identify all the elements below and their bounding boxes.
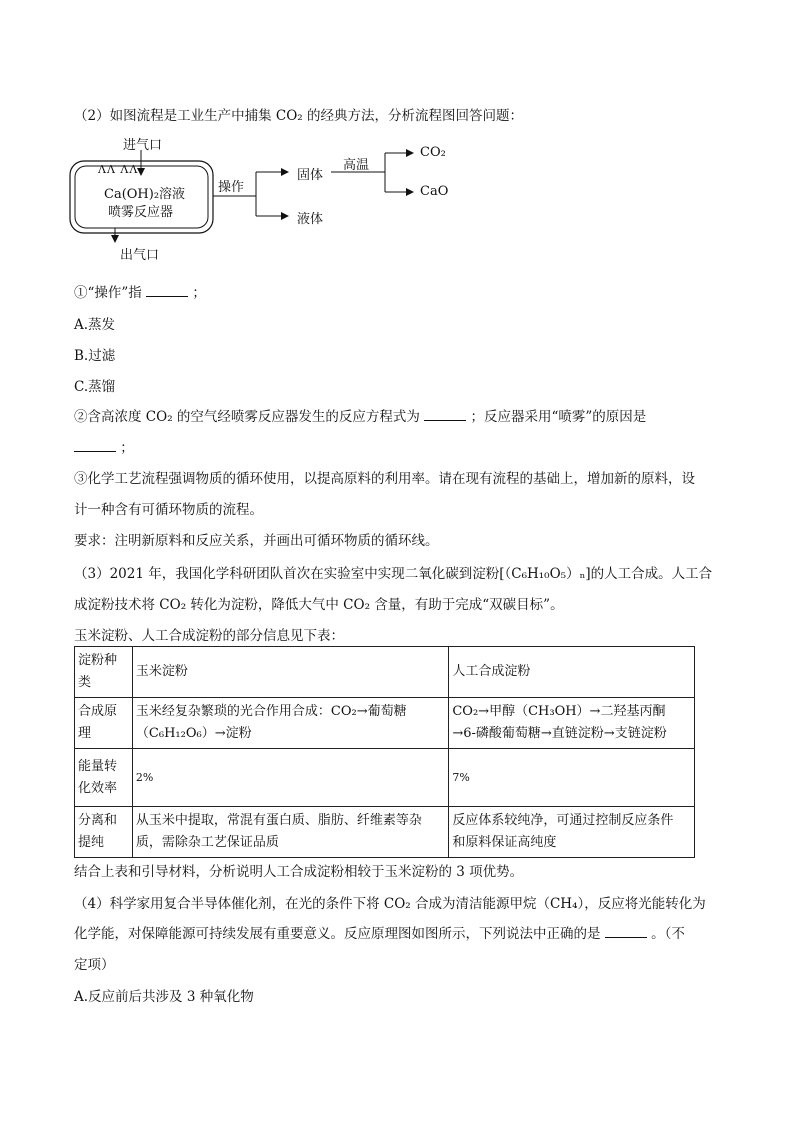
artificial-synthesis-cell [449, 698, 695, 749]
answer-blank-2[interactable] [424, 408, 466, 421]
artificial-efficiency-cell: 7% [449, 749, 695, 807]
corn-synthesis-line2: （C₆H₁₂O₆）→淀粉 [135, 726, 252, 741]
table-row [75, 698, 695, 749]
corn-efficiency-cell: 2% [132, 749, 448, 807]
row-label-separation: 分离和提纯 [75, 807, 133, 858]
artificial-synthesis-line1: CO₂→甲醇（CH₃OH）→二羟基丙酮 [452, 704, 666, 719]
corn-separation-cell [132, 807, 448, 858]
outlet-label: 出气口 [120, 248, 160, 263]
q4-line2-prefix: 化学能，对保障能源可持续发展有重要意义。反应原理图如图所示，下列说法中正确的是 [74, 926, 601, 942]
sub2-mid: ；反应器采用“喷雾”的原因是 [470, 409, 647, 425]
co2-product-label: CO₂ [420, 145, 446, 160]
table-row [75, 807, 695, 858]
answer-blank-1[interactable] [146, 284, 188, 297]
corn-synthesis-line1: 玉米经复杂繁琐的光合作用合成：CO₂→葡萄糖 [135, 704, 407, 719]
q3-line2: 成淀粉技术将 CO₂ 转化为淀粉，降低大气中 CO₂ 含量，有助于完成“双碳目标”。 [74, 597, 564, 613]
solid-label: 固体 [297, 168, 324, 183]
artificial-synthesis-line2: →6-磷酸葡萄糖→直链淀粉→支链淀粉 [452, 726, 667, 741]
option-c: C.蒸馏 [74, 379, 116, 395]
row-label-efficiency: 能量转化效率 [75, 749, 133, 807]
sub1-suffix: ； [192, 285, 206, 301]
q3-conclusion: 结合上表和引导材料，分析说明人工合成淀粉相较于玉米淀粉的 3 项优势。 [74, 864, 524, 880]
sub1-prefix: ①“操作”指 [74, 285, 142, 301]
q2-intro: （2）如图流程是工业生产中捕集 CO₂ 的经典方法，分析流程图回答问题： [74, 108, 523, 124]
header-artificial: 人工合成淀粉 [449, 647, 695, 698]
reactor-label-line1: Ca(OH)₂溶液 [104, 187, 186, 202]
sub-question-2-cont [74, 436, 134, 456]
q4-line1: （4）科学家用复合半导体催化剂，在光的条件下将 CO₂ 合成为清洁能源甲烷（CH₄），反应将光能转化为 [74, 896, 706, 912]
answer-blank-4[interactable] [605, 925, 647, 938]
cao-product-label: CaO [420, 184, 449, 199]
high-temp-label: 高温 [343, 158, 370, 173]
sub-question-3-line2: 计一种含有可循环物质的流程。 [74, 502, 263, 518]
table-row [75, 749, 695, 807]
sub2-end: ； [120, 440, 134, 456]
spray-marks: ΛΛ ΛΛ [98, 163, 139, 176]
reactor-label-line2: 喷雾反应器 [108, 205, 174, 220]
q4-line2-suffix: 。（不 [651, 926, 685, 942]
row-label-synthesis: 合成原理 [75, 698, 133, 749]
capture-flow-diagram [60, 130, 460, 270]
option-b: B.过滤 [74, 348, 116, 364]
inlet-label: 进气口 [123, 138, 163, 153]
option-a: A.蒸发 [74, 317, 116, 333]
liquid-label: 液体 [297, 212, 324, 227]
sub-question-1 [74, 281, 206, 301]
sub-question-2 [74, 405, 646, 425]
q3-line1: （3）2021 年，我国化学科研团队首次在实验室中实现二氧化碳到淀粉[（C₆H₁₀O₅）ₙ]的人工合成。人工合 [74, 566, 713, 582]
requirement-text: 要求：注明新原料和反应关系，并画出可循环物质的循环线。 [74, 533, 439, 549]
corn-separation-line1: 从玉米中提取，常混有蛋白质、脂肪、纤维素等杂 [135, 813, 422, 828]
artificial-separation-line1: 反应体系较纯净，可通过控制反应条件 [452, 813, 674, 828]
sub2-prefix: ②含高浓度 CO₂ 的空气经喷雾反应器发生的反应方程式为 [74, 409, 420, 425]
corn-separation-line2: 质，需除杂工艺保证品质 [135, 835, 279, 850]
header-type: 淀粉种类 [75, 647, 133, 698]
artificial-separation-cell [449, 807, 695, 858]
operation-label: 操作 [218, 180, 245, 195]
starch-comparison-table [74, 646, 695, 858]
corn-synthesis-cell [132, 698, 448, 749]
q4-line3: 定项） [74, 957, 115, 973]
table-header-row [75, 647, 695, 698]
table-intro: 玉米淀粉、人工合成淀粉的部分信息见下表： [74, 628, 344, 644]
q4-line2 [74, 922, 685, 942]
header-corn: 玉米淀粉 [132, 647, 448, 698]
q4-option-a: A.反应前后共涉及 3 种氧化物 [74, 989, 254, 1005]
sub-question-3-line1: ③化学工艺流程强调物质的循环使用，以提高原料的利用率。请在现有流程的基础上，增加新的原料，设 [74, 471, 695, 487]
answer-blank-3[interactable] [74, 439, 116, 452]
artificial-separation-line2: 和原料保证高纯度 [452, 835, 557, 850]
